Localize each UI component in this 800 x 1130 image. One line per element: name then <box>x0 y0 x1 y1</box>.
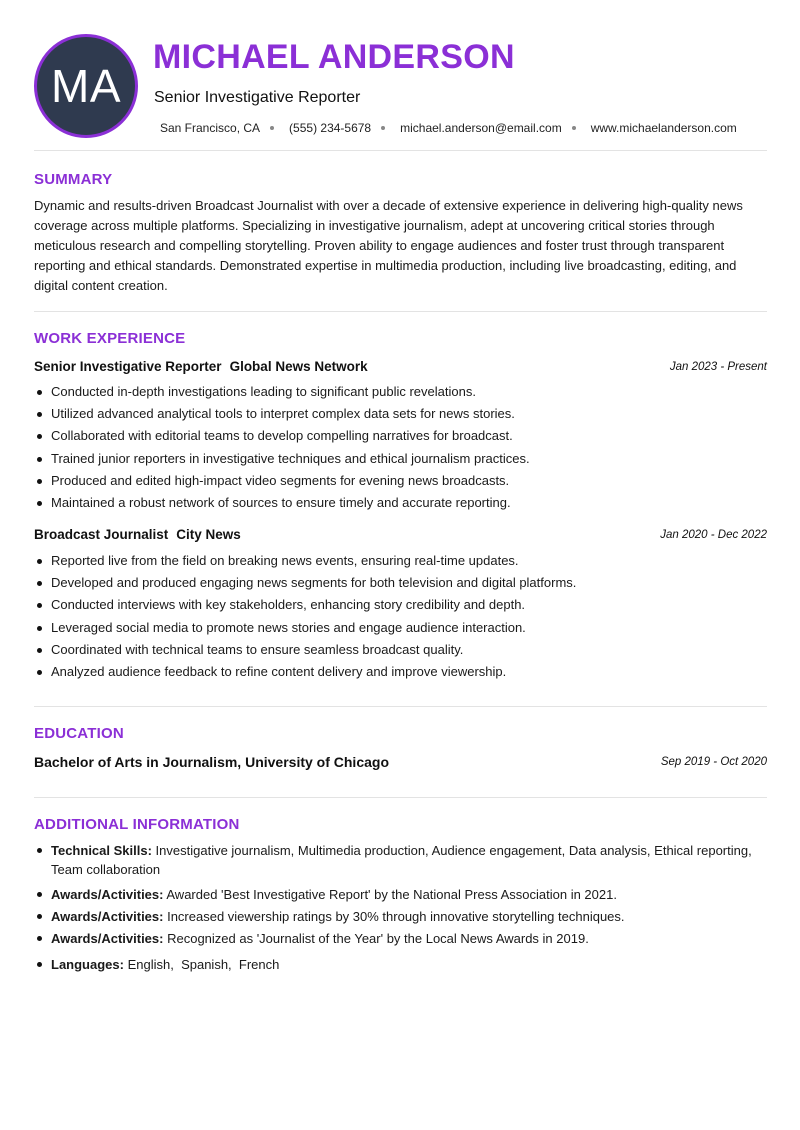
list-item: Trained junior reporters in investigative techniques and ethical journalism practices. <box>34 451 769 467</box>
job-dates: Jan 2023 - Present <box>669 361 767 373</box>
list-item: Conducted interviews with key stakeholders, enhancing story credibility and depth. <box>34 597 769 613</box>
job-dates: Jan 2020 - Dec 2022 <box>660 529 767 541</box>
additional-info-heading: ADDITIONAL INFORMATION <box>34 816 240 833</box>
job-bullet-list <box>34 384 769 517</box>
list-item <box>34 956 769 975</box>
contact-line <box>160 121 737 135</box>
job-bullet-list <box>34 553 769 686</box>
education-dates: Sep 2019 - Oct 2020 <box>660 756 767 768</box>
divider <box>34 706 767 707</box>
contact-location: San Francisco, CA <box>160 121 261 135</box>
list-item: Developed and produced engaging news segments for both television and digital platforms. <box>34 575 769 591</box>
info-text: Investigative journalism, Multimedia production, Audience engagement, Data analysis, Ethical reporting, Team collaboration <box>51 843 752 877</box>
list-item: Utilized advanced analytical tools to interpret complex data sets for news stories. <box>34 406 769 422</box>
info-label: Awards/Activities: <box>51 931 164 946</box>
info-label: Awards/Activities: <box>51 909 164 924</box>
list-item: Leveraged social media to promote news stories and engage audience interaction. <box>34 620 769 636</box>
job-company: Global News Network <box>229 359 368 374</box>
job-title <box>34 527 241 542</box>
list-item: Collaborated with editorial teams to develop compelling narratives for broadcast. <box>34 428 769 444</box>
summary-text: Dynamic and results-driven Broadcast Journalist with over a decade of extensive experience in delivering high-quality news coverage across multiple platforms. Specializing in investigative journalism, adept at uncovering critical stories through meticulous research and compelling storytelling. Proven ability to engage audiences and foster trust through transparent reporting and ethical standards. Demonstrated expertise in multimedia production, including live broadcasting, editing, and digital content creation. <box>34 198 743 293</box>
info-text: Increased viewership ratings by 30% through innovative storytelling techniques. <box>167 909 625 924</box>
list-item: Maintained a robust network of sources to ensure timely and accurate reporting. <box>34 495 769 511</box>
contact-email[interactable]: michael.anderson@email.com <box>400 121 562 135</box>
list-item: Coordinated with technical teams to ensure seamless broadcast quality. <box>34 642 769 658</box>
contact-website[interactable]: www.michaelanderson.com <box>590 121 737 135</box>
list-item: Analyzed audience feedback to refine content delivery and improve viewership. <box>34 664 769 680</box>
job-company: City News <box>176 527 241 542</box>
divider <box>34 311 767 312</box>
resume-header <box>0 0 800 150</box>
additional-info-list <box>34 842 769 974</box>
avatar-initials: MA <box>51 60 121 112</box>
separator-dot-icon <box>270 126 274 130</box>
education-degree: Bachelor of Arts in Journalism, University of Chicago <box>34 754 389 770</box>
info-label: Technical Skills: <box>51 843 152 858</box>
separator-dot-icon <box>572 126 576 130</box>
info-text: English, Spanish, French <box>127 956 280 972</box>
list-item <box>34 908 769 927</box>
info-text: Recognized as 'Journalist of the Year' by the Local News Awards in 2019. <box>167 931 589 946</box>
candidate-headline: Senior Investigative Reporter <box>154 89 361 106</box>
avatar <box>34 34 138 138</box>
separator-dot-icon <box>381 126 385 130</box>
list-item <box>34 930 769 949</box>
contact-phone: (555) 234-5678 <box>289 121 372 135</box>
job-title <box>34 359 368 374</box>
divider <box>34 797 767 798</box>
info-text: Awarded 'Best Investigative Report' by the National Press Association in 2021. <box>166 887 617 902</box>
list-item: Produced and edited high-impact video segments for evening news broadcasts. <box>34 473 769 489</box>
job-role: Broadcast Journalist <box>34 527 169 542</box>
candidate-name: MICHAEL ANDERSON <box>153 38 515 76</box>
list-item: Conducted in-depth investigations leading to significant public revelations. <box>34 384 769 400</box>
summary-heading: SUMMARY <box>34 171 113 188</box>
work-experience-heading: WORK EXPERIENCE <box>34 330 186 347</box>
list-item <box>34 842 769 879</box>
info-label: Languages: <box>51 956 124 972</box>
info-label: Awards/Activities: <box>51 887 164 902</box>
list-item <box>34 886 769 905</box>
divider <box>34 150 767 151</box>
education-heading: EDUCATION <box>34 725 124 742</box>
list-item: Reported live from the field on breaking news events, ensuring real-time updates. <box>34 553 769 569</box>
job-role: Senior Investigative Reporter <box>34 359 222 374</box>
